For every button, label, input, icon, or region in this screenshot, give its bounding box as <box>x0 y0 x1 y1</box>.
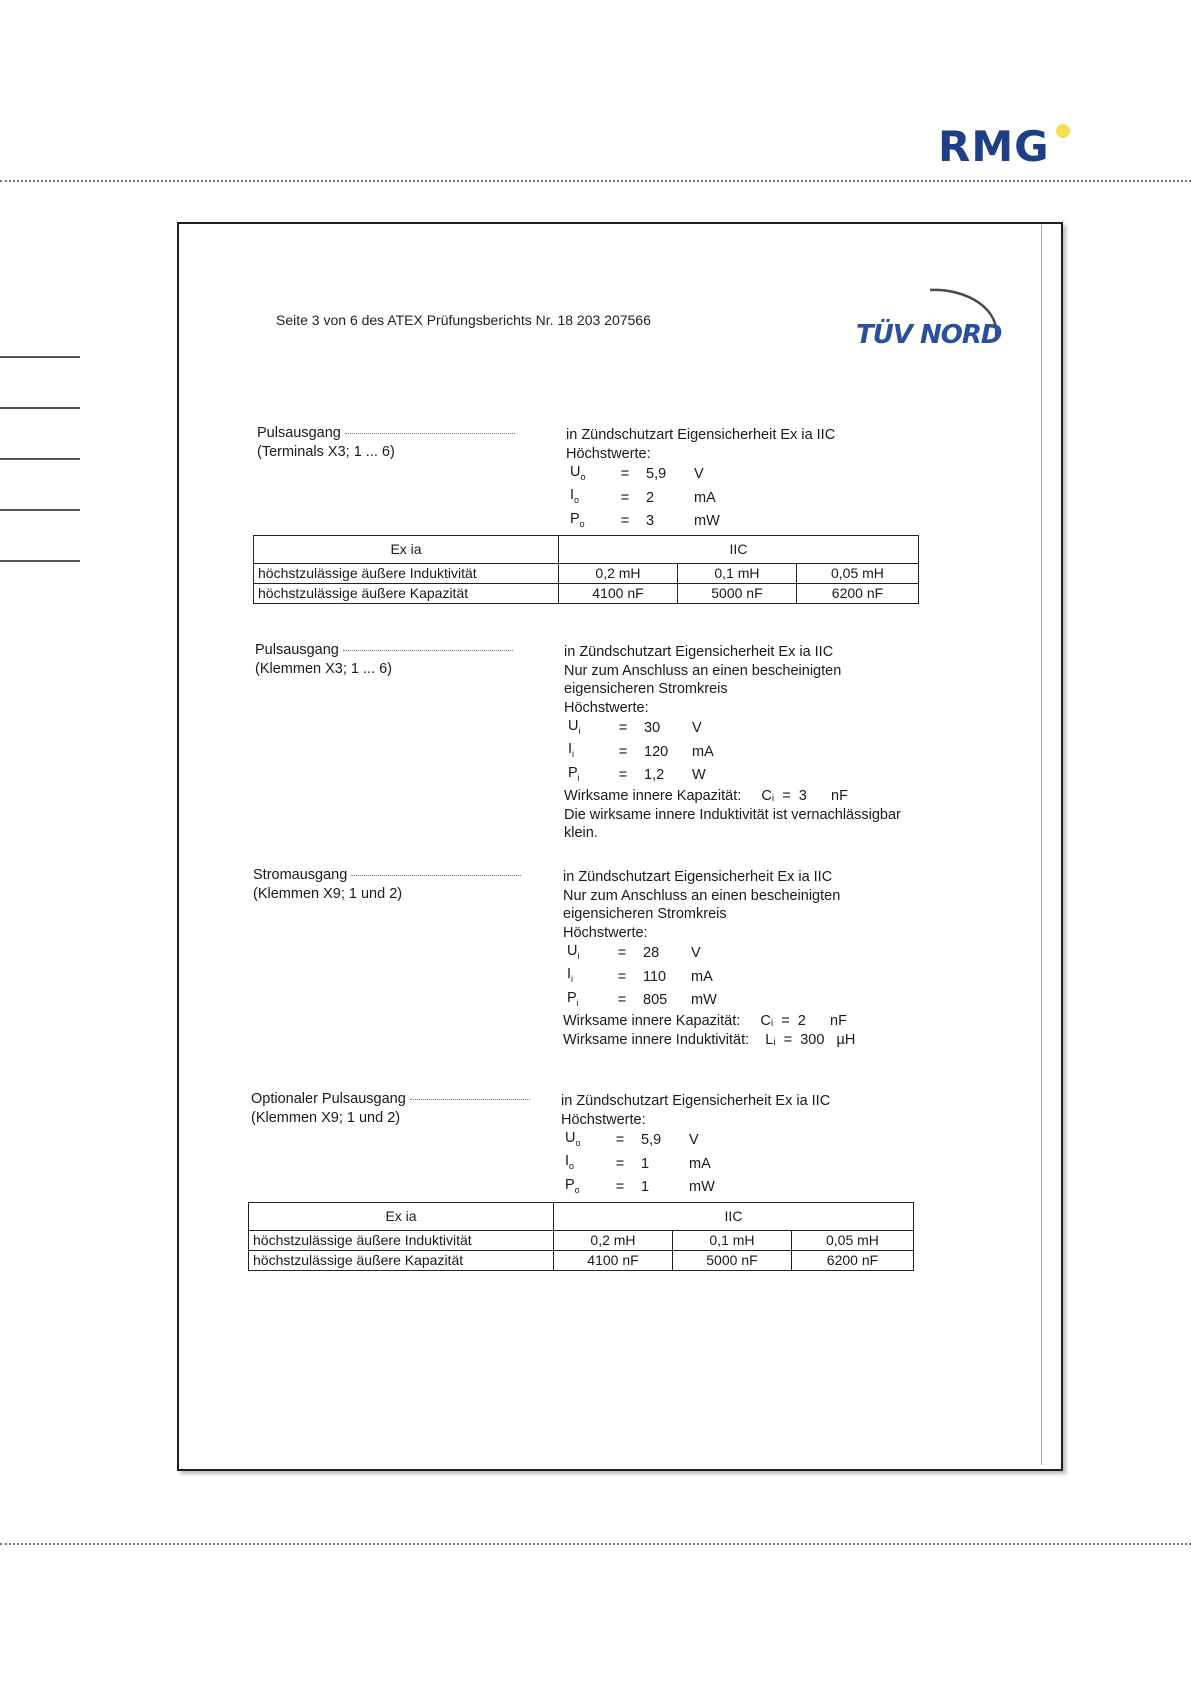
spec-line: Höchstwerte: <box>563 924 648 941</box>
value-row: $U_o$ = 5,9 V <box>565 1130 699 1149</box>
spec-line: in Zündschutzart Eigensicherheit Ex ia IIC <box>563 869 833 885</box>
rmg-logo <box>938 118 1078 178</box>
scanned-certificate-page <box>177 222 1063 1471</box>
top-dotted-divider <box>0 180 1191 182</box>
value-row: $U_i$ = 28 V <box>567 943 701 962</box>
table-cell-label: höchstzulässige äußere Kapazität <box>254 584 559 604</box>
value-row: $P_i$ = 1,2 W <box>568 764 706 784</box>
section-1-title-block <box>257 424 515 461</box>
table-cell: 0,05 mH <box>791 1231 913 1251</box>
section-subtitle: (Klemmen X9; 1 und 2) <box>251 1109 401 1126</box>
margin-marks <box>0 356 80 611</box>
spec-line: Höchstwerte: <box>561 1111 646 1128</box>
table-cell: 5000 nF <box>672 1251 791 1271</box>
table-cell-label: höchstzulässige äußere Induktivität <box>249 1231 554 1251</box>
dotted-leader <box>351 875 521 876</box>
margin-mark <box>0 560 80 562</box>
max-values <box>563 942 721 1012</box>
rmg-logo-text: RMG <box>938 122 1050 171</box>
max-values <box>564 717 718 787</box>
section-2-spec <box>564 643 901 843</box>
max-values <box>561 1129 719 1199</box>
table-head-left: Ex ia <box>254 536 559 564</box>
table-row <box>254 564 919 584</box>
value-row: $U_o$ = 5,9 V <box>570 464 704 483</box>
table-cell: 6200 nF <box>791 1251 913 1271</box>
section-4-title-block <box>251 1090 530 1127</box>
margin-mark <box>0 509 80 511</box>
value-row: $I_o$ = 2 mA <box>570 487 716 506</box>
table-cell-label: höchstzulässige äußere Kapazität <box>249 1251 554 1271</box>
margin-mark <box>0 356 80 358</box>
spec-line: Wirksame innere Kapazität: Cᵢ = 3 nF <box>564 788 848 805</box>
table-cell: 0,1 mH <box>672 1231 791 1251</box>
section-3-spec <box>563 868 855 1049</box>
section-title: Optionaler Pulsausgang <box>251 1091 406 1107</box>
table-cell: 6200 nF <box>796 584 918 604</box>
section-3-title-block <box>253 866 521 903</box>
margin-mark <box>0 458 80 460</box>
section-title: Pulsausgang <box>255 642 339 658</box>
value-row: $I_i$ = 110 mA <box>567 966 713 985</box>
section-2-title-block <box>255 641 513 678</box>
dotted-leader <box>343 650 513 651</box>
spec-line: in Zündschutzart Eigensicherheit Ex ia IIC <box>561 1093 831 1109</box>
value-row: $P_o$ = 1 mW <box>565 1176 715 1196</box>
value-row: $P_o$ = 3 mW <box>570 510 720 530</box>
table-cell: 5000 nF <box>677 584 796 604</box>
table-head-right: IIC <box>554 1203 914 1231</box>
table-row <box>249 1231 914 1251</box>
value-row: $I_i$ = 120 mA <box>568 741 714 760</box>
table-cell: 4100 nF <box>554 1251 673 1271</box>
spec-line: eigensicheren Stromkreis <box>563 906 727 922</box>
spec-line: Wirksame innere Induktivität: Lᵢ = 300 µH <box>563 1031 856 1048</box>
section-1-spec <box>566 426 835 533</box>
spec-line: Höchstwerte: <box>566 445 651 462</box>
table-cell: 0,2 mH <box>554 1231 673 1251</box>
table-cell: 0,1 mH <box>677 564 796 584</box>
page-reference: Seite 3 von 6 des ATEX Prüfungsberichts Nr. 18 203 207566 <box>276 312 651 328</box>
tuv-logo-text: TÜV NORD <box>856 320 1002 350</box>
section-4-spec <box>561 1092 830 1199</box>
spec-line: in Zündschutzart Eigensicherheit Ex ia IIC <box>566 427 836 443</box>
spec-line: in Zündschutzart Eigensicherheit Ex ia IIC <box>564 644 834 660</box>
section-subtitle: (Klemmen X3; 1 ... 6) <box>255 660 392 677</box>
table-cell: 0,05 mH <box>796 564 918 584</box>
section-subtitle: (Klemmen X9; 1 und 2) <box>253 885 403 902</box>
table-row <box>249 1251 914 1271</box>
tuv-nord-logo <box>850 272 1010 352</box>
section-title: Pulsausgang <box>257 425 341 441</box>
dotted-leader <box>345 433 515 434</box>
section-subtitle: (Terminals X3; 1 ... 6) <box>257 443 395 460</box>
bottom-dotted-divider <box>0 1543 1191 1545</box>
max-values <box>566 463 724 533</box>
table-head-right: IIC <box>559 536 919 564</box>
spec-line: Wirksame innere Kapazität: Cᵢ = 2 nF <box>563 1013 847 1030</box>
table-cell-label: höchstzulässige äußere Induktivität <box>254 564 559 584</box>
limits-table-1 <box>253 535 919 604</box>
limits-table-2 <box>248 1202 914 1271</box>
spec-line: Nur zum Anschluss an einen bescheinigten <box>563 887 841 904</box>
spec-line: Höchstwerte: <box>564 699 649 716</box>
spec-line: eigensicheren Stromkreis <box>564 681 728 697</box>
value-row: $P_i$ = 805 mW <box>567 989 717 1009</box>
value-row: $U_i$ = 30 V <box>568 718 702 737</box>
margin-mark <box>0 407 80 409</box>
spec-line: klein. <box>564 825 598 842</box>
table-cell: 4100 nF <box>559 584 678 604</box>
spec-line: Die wirksame innere Induktivität ist vernachlässigbar <box>564 806 901 823</box>
value-row: $I_o$ = 1 mA <box>565 1153 711 1172</box>
table-row <box>254 584 919 604</box>
table-cell: 0,2 mH <box>559 564 678 584</box>
rmg-logo-dot <box>1056 124 1070 138</box>
table-head-left: Ex ia <box>249 1203 554 1231</box>
spec-line: Nur zum Anschluss an einen bescheinigten <box>564 662 842 679</box>
section-title: Stromausgang <box>253 867 348 883</box>
dotted-leader <box>410 1099 530 1100</box>
scan-edge-line <box>1041 225 1042 1465</box>
